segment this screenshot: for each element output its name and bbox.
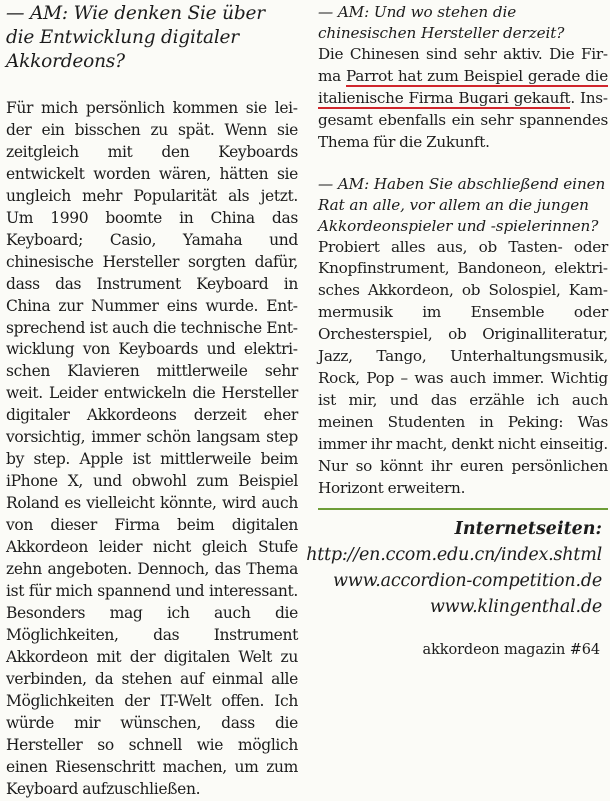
website-link[interactable]: http://en.ccom.edu.cn/index.shtml	[306, 545, 602, 565]
websites-heading: Internetseiten:	[454, 519, 602, 539]
websites-box	[306, 516, 602, 620]
answer-text: Die Chinesen sind sehr aktiv. Die Firma	[318, 45, 608, 85]
answer-text: . Insgesamt ebenfalls ein sehr spannendes Thema für die Zukunft.	[318, 88, 608, 151]
green-divider	[318, 508, 608, 510]
underlined-highlight: Parrot hat zum Beispiel gerade die italienische Firma Bugari gekauft	[318, 66, 608, 107]
question-chinese-manufacturers: — AM: Und wo stehen die chinesischen Hersteller derzeit?	[318, 3, 565, 42]
question-digital-accordions: — AM: Wie denken Sie über die Entwicklung digitaler Akkordeons?	[6, 3, 265, 72]
website-link[interactable]: www.accordion-competition.de	[333, 571, 602, 591]
right-column	[306, 0, 608, 658]
website-link[interactable]: www.klingenthal.de	[429, 597, 602, 617]
question-advice: — AM: Haben Sie abschließend einen Rat an alle, vor allem an die jungen Akkordeonspieler und -spielerinnen?	[318, 174, 606, 235]
left-column	[6, 0, 298, 801]
answer-digital-accordions: Für mich persönlich kommen sie leider ein bisschen zu spät. Wenn sie zeitgleich mit den Keyboards entwickelt worden wären, hätten sie ungleich mehr Popularität als jetzt. Um 1990 boomte in China das Keyboard; Casio, Yamaha und chinesische Hersteller sorgten dafür, dass das Instrument Keyboard in China zur Nummer eins wurde. Entsprechend ist auch die technische Entwicklung von Keyboards und elektrischen Klavieren mittlerweile sehr weit. Leider entwickeln die Hersteller digitaler Akkordeons derzeit eher vorsichtig, immer schön langsam step by step. Apple ist mittlerweile beim iPhone X, und obwohl zum Beispiel Roland es vielleicht könnte, wird auch von dieser Firma beim digitalen Akkordeon leider nicht gleich Stufe zehn angeboten. Dennoch, das Thema ist für mich spannend und interessant. Besonders mag ich auch die Möglichkeiten, das Instrument Akkordeon mit der digitalen Welt zu verbinden, da stehen auf einmal alle Möglichkeiten der IT-Welt offen. Ich würde mir wünschen, dass die Hersteller so schnell wie möglich einen Riesenschritt machen, um zum Keyboard aufzuschließen.	[6, 99, 298, 798]
magazine-footer: akkordeon magazin #64	[422, 642, 600, 658]
answer-chinese-manufacturers	[318, 44, 608, 154]
answer-advice: Probiert alles aus, ob Tasten- oder Knopfinstrument, Bandoneon, elektrisches Akkordeon, ob Solospiel, Kammermusik im Ensemble oder Orchesterspiel, ob Originalliteratur, Jazz, Tango, Unterhaltungsmusik, Rock, Pop – was auch immer. Wichtig ist mir, und das erzähle ich auch meinen Studenten in Peking: Was immer ihr macht, denkt nicht einseitig. Nur so könnt ihr euren persönlichen Horizont erweitern.	[318, 237, 608, 497]
